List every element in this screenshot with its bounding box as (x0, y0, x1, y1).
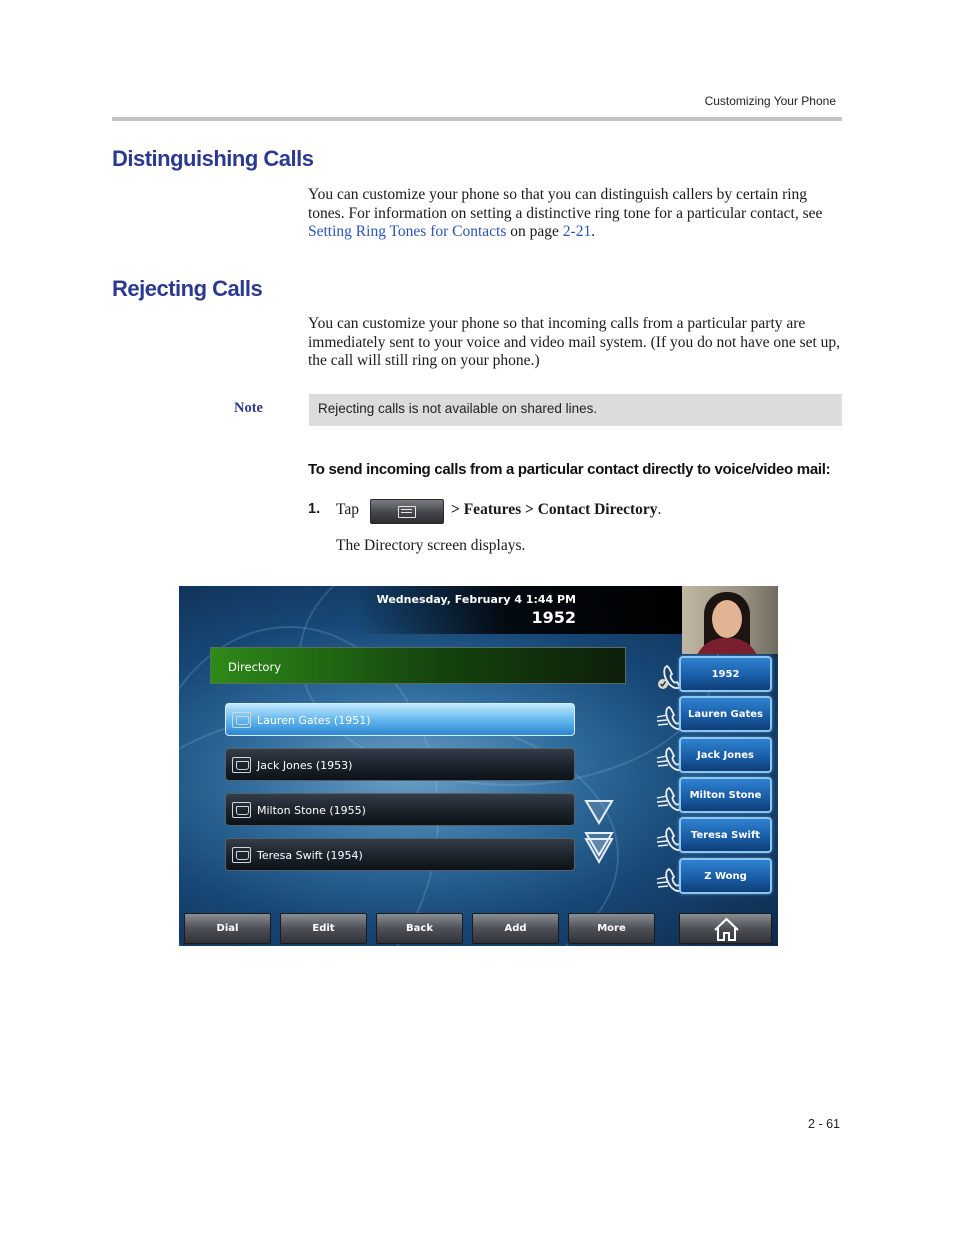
page-ref-link[interactable]: 2-21 (562, 223, 592, 241)
menu-key-icon (370, 499, 444, 524)
line-key-milton-stone[interactable]: Milton Stone (679, 777, 772, 813)
step-number: 1. (308, 501, 321, 517)
running-head: Customizing Your Phone (704, 94, 836, 108)
chevron-down-icon[interactable] (583, 797, 615, 827)
contact-item[interactable] (225, 793, 575, 826)
back-button[interactable]: Back (376, 913, 463, 944)
dial-button[interactable]: Dial (184, 913, 271, 944)
screen-title: Directory (228, 660, 282, 674)
contact-item[interactable] (225, 703, 575, 736)
step-tap-text: Tap (336, 501, 360, 518)
more-button[interactable]: More (568, 913, 655, 944)
contact-book-icon (232, 712, 251, 728)
contact-item[interactable] (225, 748, 575, 781)
double-chevron-down-icon[interactable] (583, 829, 615, 865)
add-button[interactable]: Add (472, 913, 559, 944)
contact-label: Lauren Gates (1951) (257, 714, 371, 727)
line-key-z-wong[interactable]: Z Wong (679, 858, 772, 894)
line-key-teresa-swift[interactable]: Teresa Swift (679, 817, 772, 853)
line-key-jack-jones[interactable]: Jack Jones (679, 737, 772, 773)
contact-label: Jack Jones (1953) (257, 759, 353, 772)
contact-book-icon (232, 847, 251, 863)
contact-book-icon (232, 757, 251, 773)
note-box: Rejecting calls is not available on shared lines. (309, 394, 842, 426)
header-rule (112, 117, 842, 121)
edit-button[interactable]: Edit (280, 913, 367, 944)
step-result: The Directory screen displays. (336, 537, 526, 554)
home-button[interactable] (679, 913, 772, 944)
step-menu-path: > Features > Contact Directory. (451, 501, 662, 518)
contact-item[interactable] (225, 838, 575, 871)
section-title-rejecting-calls: Rejecting Calls (112, 276, 263, 301)
contact-label: Milton Stone (1955) (257, 804, 366, 817)
phone-directory-screen (179, 586, 778, 946)
page-number: 2 - 61 (808, 1117, 840, 1131)
distinguishing-calls-paragraph: You can customize your phone so that you can distinguish callers by certain ring tones. For information on setting a distinctive ring tone for a particular contact, see Setting Ring Tones for Contacts on page 2-21. (308, 186, 823, 241)
date-time: Wednesday, February 4 1:44 PM (376, 593, 576, 606)
ring-tones-link[interactable]: Setting Ring Tones for Contacts (308, 223, 507, 241)
extension-number: 1952 (531, 608, 576, 627)
rejecting-calls-paragraph: You can customize your phone so that incoming calls from a particular party are immediately sent to your voice and video mail system. (If you do not have one set up, the call will still ring on your phone.) (308, 315, 841, 370)
section-title-distinguishing-calls: Distinguishing Calls (112, 146, 314, 171)
user-photo (682, 586, 778, 654)
home-icon (680, 914, 773, 945)
contact-book-icon (232, 802, 251, 818)
procedure-heading: To send incoming calls from a particular contact directly to voice/video mail: (308, 461, 831, 478)
status-bar (179, 586, 682, 634)
line-key-lauren-gates[interactable]: Lauren Gates (679, 696, 772, 732)
line-key-1952[interactable]: 1952 (679, 656, 772, 692)
directory-title-bar (210, 647, 626, 684)
contact-label: Teresa Swift (1954) (257, 849, 363, 862)
note-label: Note (234, 400, 263, 416)
